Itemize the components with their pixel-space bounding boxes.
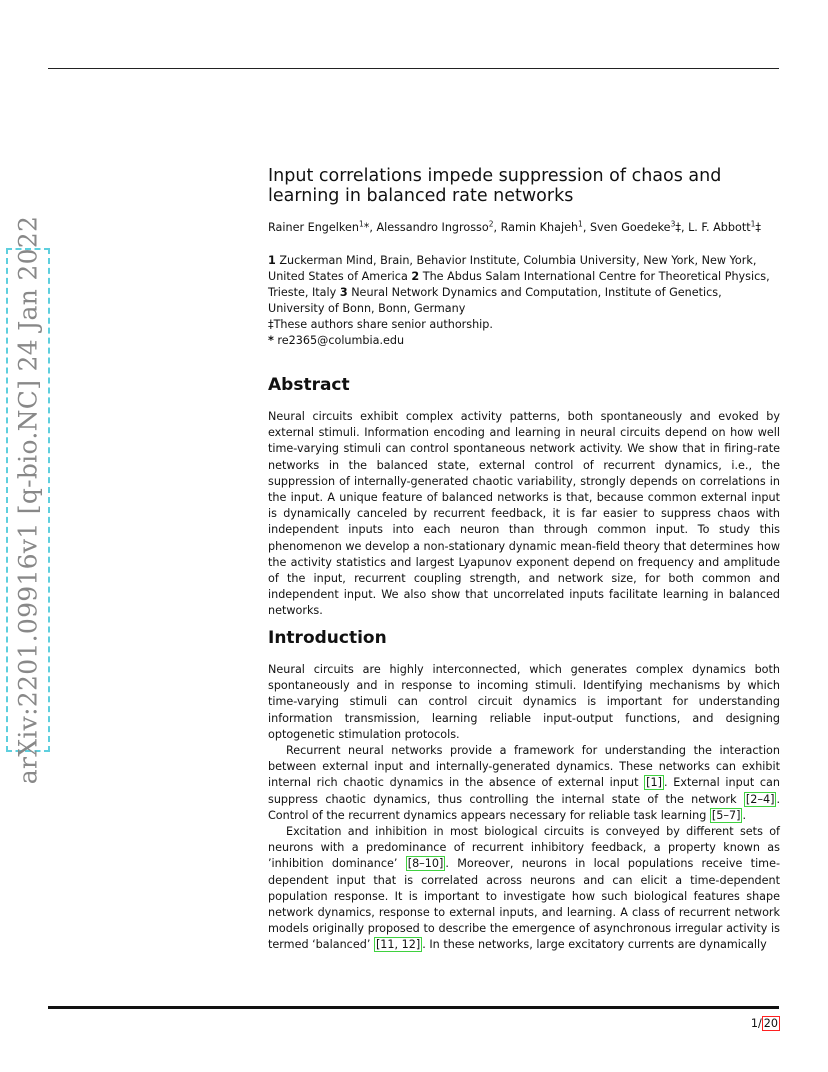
author-mark: * — [363, 221, 370, 234]
author-affil-sup: 2 — [488, 219, 494, 229]
text-run: Recurrent neural networks provide a framework for understanding the interaction between external input and internally-generated dynamics. These networks can exhibit internal rich chaotic dynamics in the absence of external input — [268, 744, 780, 790]
email-mark: * — [268, 334, 274, 347]
author-list: Rainer Engelken$^1$*, Alessandro Ingrosso$^2$, Ramin Khajeh$^1$, Sven Goedeke$^3$‡, L. F. Abbott$^1$‡ — [268, 219, 762, 234]
abstract-text: Neural circuits exhibit complex activity patterns, both spontaneously and evoked by external stimuli. Information encoding and learning in neural circuits depend on how well time-varying stimuli can control spontaneous network activity. We show that in firing-rate networks in the balanced state, external control of recurrent dynamics, i.e., the suppression of internally-generated chaotic variability, strongly depends on correlations in the input. A unique feature of balanced networks is that, because common external input is dynamically canceled by recurrent feedback, it is far easier to suppress chaos with independent inputs into each neuron than through common input. To study this phenomenon we develop a non-stationary dynamic mean-field theory that determines how the activity statistics and largest Lyapunov exponent depend on frequency and amplitude of the input, recurrent coupling strength, and network size, for both common and independent input. We also show that uncorrelated inputs facilitate learning in balanced networks. — [268, 410, 780, 618]
intro-paragraph-3 — [268, 824, 780, 954]
author-affil-sup: 3 — [670, 219, 676, 229]
affiliation-1: Zuckerman Mind, Brain, Behavior Institute, Columbia University, New York, New York, United States of America — [268, 254, 757, 283]
corresponding-email-line — [268, 333, 780, 349]
citation-link[interactable]: [8–10] — [407, 857, 444, 871]
intro-paragraph-1: Neural circuits are highly interconnected, which generates complex dynamics both spontaneously and in response to incoming stimuli. Identifying mechanisms by which time-varying stimuli can control circuit dynamics is important for understanding information transmission, learning reliable input-output functions, and designing optogenetic stimulation protocols. — [268, 663, 780, 741]
text-run: . External input can suppress chaotic dynamics, thus controlling the internal state of the network — [268, 776, 781, 806]
affiliation-3: Neural Network Dynamics and Computation, Institute of Genetics, University of Bonn, Bonn, Germany — [268, 286, 722, 315]
citation-link[interactable]: [2–4] — [745, 792, 775, 806]
citation-link[interactable]: [11, 12] — [375, 938, 421, 952]
top-rule — [48, 68, 779, 69]
page-total-link[interactable]: 20 — [763, 1017, 778, 1030]
citation-link[interactable]: [5–7] — [711, 808, 741, 822]
citation-link[interactable]: [1] — [646, 776, 663, 790]
affiliation-number: 3 — [339, 286, 348, 299]
text-run: Excitation and inhibition in most biological circuits is conveyed by different sets of neurons with a predominance of recurrent inhibitory feedback, a property known as ’inhibition dominance’ — [268, 825, 780, 871]
arxiv-sidebar[interactable] — [6, 215, 50, 785]
author-name: Rainer Engelken — [268, 221, 359, 234]
corresponding-email[interactable]: re2365@columbia.edu — [277, 334, 405, 347]
abstract-heading: Abstract — [268, 375, 350, 395]
paper-title: Input correlations impede suppression of chaos and learning in balanced rate networks — [268, 166, 722, 206]
author-name: Ramin Khajeh — [500, 221, 579, 234]
arxiv-identifier: arXiv:2201.09916v1 [q-bio.NC] 24 Jan 2022 — [13, 215, 43, 785]
affiliation-2: The Abdus Salam International Centre for Theoretical Physics, Trieste, Italy — [268, 270, 770, 299]
text-run: . In these networks, large excitatory currents are dynamically — [422, 938, 767, 952]
author-affil-sup: 1 — [358, 219, 364, 229]
author-mark: ‡ — [675, 221, 681, 234]
author-affil-sup: 1 — [578, 219, 583, 229]
bottom-rule — [48, 1006, 779, 1009]
affiliation-list — [268, 253, 780, 317]
introduction-body — [268, 662, 780, 954]
text-run: . Control of the recurrent dynamics appears necessary for reliable task learning — [268, 792, 780, 822]
affiliation-number: 2 — [411, 270, 420, 283]
page-current: 1/ — [750, 1017, 762, 1030]
author-name: L. F. Abbott — [688, 221, 751, 234]
author-name: Sven Goedeke — [589, 221, 671, 234]
text-run: . — [742, 808, 747, 822]
text-run: . Moreover, neurons in local populations receive time-dependent input that is correlated across neurons and can elicit a time-dependent population response. It is important to investigate how such biological features shape network dynamics, response to external inputs, and learning. A class of recurrent network models originally proposed to describe the emergence of asynchronous irregular activity is termed ‘balanced’ — [268, 857, 780, 952]
intro-paragraph-2 — [268, 743, 780, 824]
senior-authorship-note: ‡These authors share senior authorship. — [268, 318, 493, 331]
introduction-heading: Introduction — [268, 628, 387, 648]
author-mark: ‡ — [755, 221, 762, 234]
page-number — [751, 1017, 780, 1030]
author-affil-sup: 1 — [750, 219, 756, 229]
affiliation-number: 1 — [268, 254, 276, 267]
affiliations — [268, 253, 780, 349]
author-name: Alessandro Ingrosso — [376, 221, 489, 234]
